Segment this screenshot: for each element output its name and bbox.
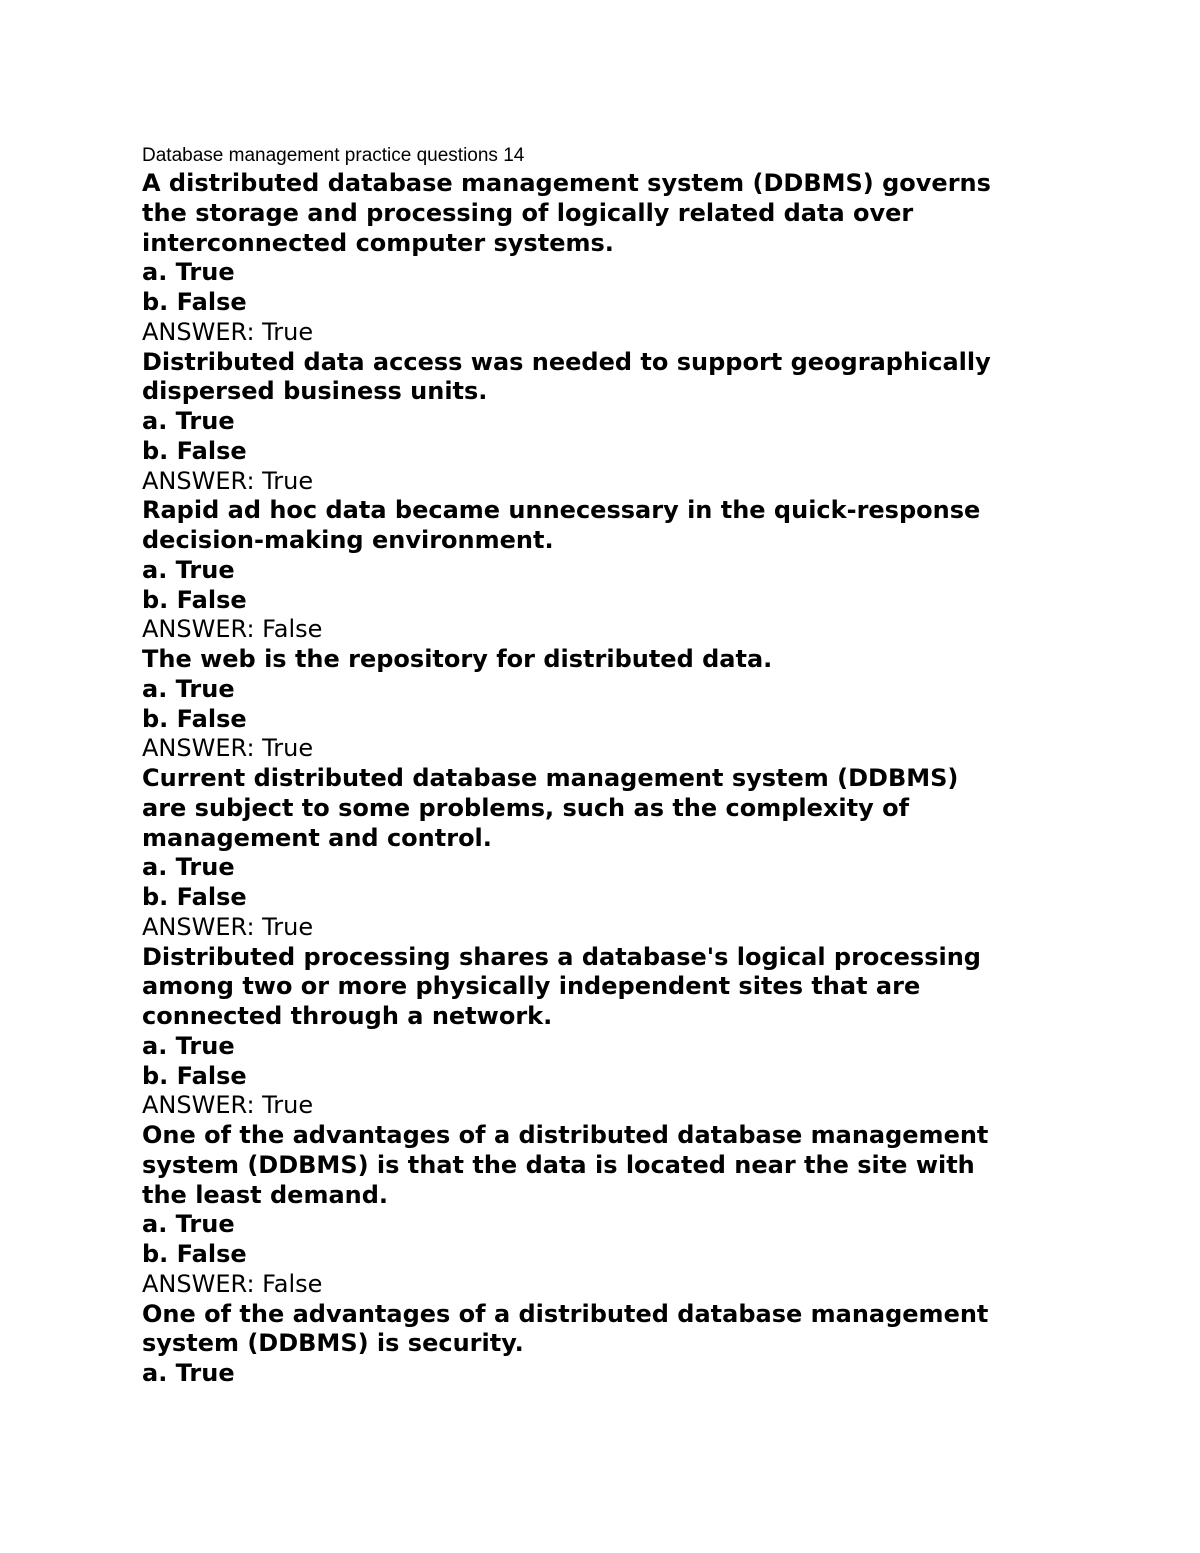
- question-line: One of the advantages of a distributed database management: [142, 1121, 989, 1149]
- question-line: are subject to some problems, such as the complexity of: [142, 793, 910, 822]
- question-text: [142, 1121, 1142, 1210]
- question-line: decision-making environment.: [142, 526, 554, 554]
- question-block: [142, 764, 1142, 943]
- question-line: the least demand.: [142, 1180, 389, 1209]
- question-line: the storage and processing of logically related data over: [142, 198, 914, 227]
- question-line: The web is the repository for distributed data.: [142, 645, 773, 673]
- answer-option: a. True: [142, 674, 235, 703]
- answer-option: a. True: [142, 258, 235, 287]
- question-block: [142, 645, 1142, 764]
- question-line: Distributed processing shares a database's logical processing: [142, 942, 981, 971]
- question-text: [142, 496, 1142, 556]
- document-page: [142, 143, 1142, 1389]
- answer-key: ANSWER: True: [142, 1091, 314, 1120]
- answer-option: a. True: [142, 1210, 235, 1239]
- question-text: [142, 645, 1142, 675]
- question-line: Current distributed database management system (DDBMS): [142, 764, 959, 792]
- question-line: Distributed data access was needed to support geographically: [142, 347, 991, 376]
- answer-option: a. True: [142, 407, 235, 435]
- question-text: [142, 169, 1142, 258]
- question-text: [142, 348, 1142, 408]
- question-block: [142, 348, 1142, 497]
- answer-option: b. False: [142, 704, 247, 733]
- document-title: Database management practice questions 14: [142, 145, 525, 166]
- question-line: system (DDBMS) is security.: [142, 1329, 524, 1358]
- answer-option: b. False: [142, 585, 247, 614]
- answer-key: ANSWER: True: [142, 912, 314, 941]
- answer-key: ANSWER: True: [142, 734, 314, 763]
- question-block: [142, 1121, 1142, 1300]
- answer-option: a. True: [142, 555, 235, 584]
- question-line: dispersed business units.: [142, 377, 488, 406]
- question-line: management and control.: [142, 823, 492, 852]
- question-text: [142, 943, 1142, 1032]
- question-line: One of the advantages of a distributed database management: [142, 1299, 989, 1328]
- question-line: interconnected computer systems.: [142, 228, 614, 257]
- question-block: [142, 1300, 1142, 1389]
- question-list: [142, 169, 1142, 1389]
- answer-key: ANSWER: True: [142, 466, 314, 495]
- question-block: [142, 943, 1142, 1122]
- answer-option: b. False: [142, 288, 247, 316]
- answer-option: a. True: [142, 1031, 235, 1060]
- question-line: Rapid ad hoc data became unnecessary in the quick-response: [142, 496, 981, 525]
- answer-option: b. False: [142, 883, 247, 911]
- answer-option: a. True: [142, 1359, 235, 1387]
- answer-key: ANSWER: False: [142, 1269, 323, 1298]
- question-block: [142, 169, 1142, 348]
- question-text: [142, 1300, 1142, 1360]
- answer-option: a. True: [142, 853, 235, 882]
- answer-option: b. False: [142, 436, 247, 465]
- answer-key: ANSWER: False: [142, 615, 323, 644]
- question-line: connected through a network.: [142, 1002, 553, 1030]
- answer-option: b. False: [142, 1061, 247, 1090]
- question-line: A distributed database management system (DDBMS) governs: [142, 169, 991, 197]
- question-text: [142, 764, 1142, 853]
- answer-option: b. False: [142, 1240, 247, 1268]
- question-block: [142, 496, 1142, 645]
- question-line: among two or more physically independent sites that are: [142, 972, 921, 1001]
- question-line: system (DDBMS) is that the data is located near the site with: [142, 1150, 975, 1179]
- answer-key: ANSWER: True: [142, 317, 314, 346]
